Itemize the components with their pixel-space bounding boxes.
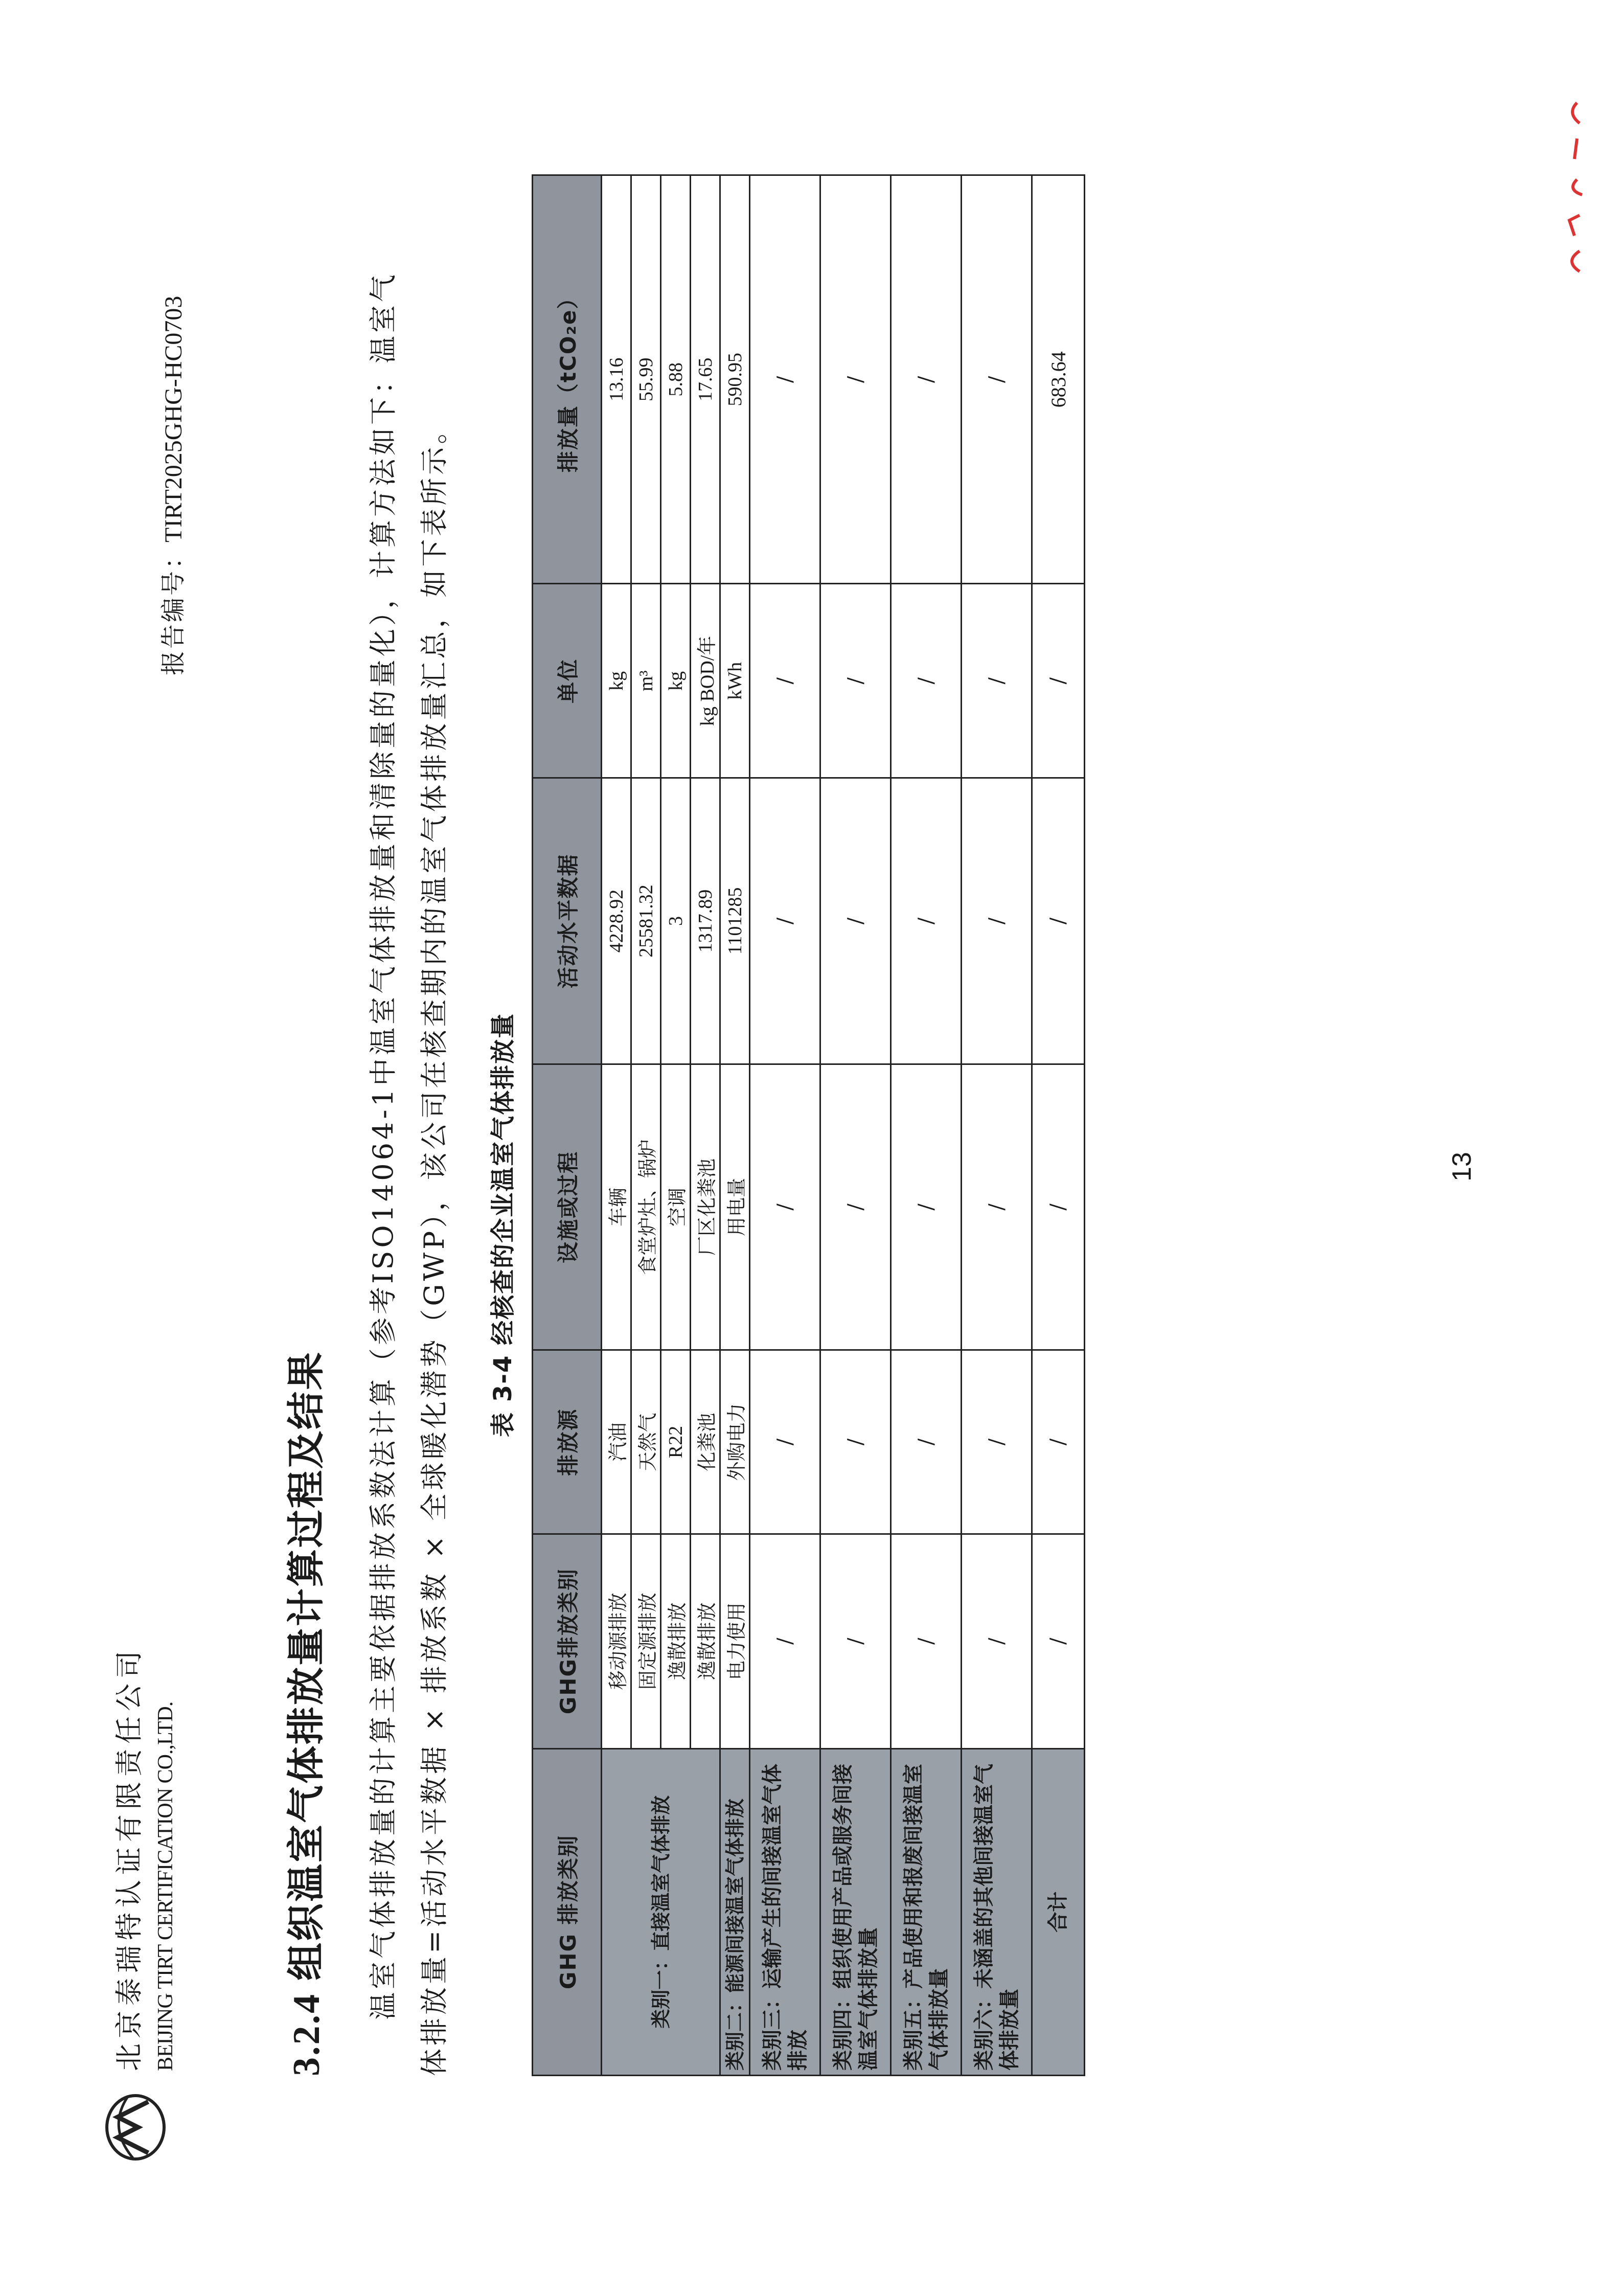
report-number-label: 报告编号： (159, 542, 188, 675)
cell-slash: / (962, 1534, 1032, 1748)
cell-slash: / (962, 778, 1032, 1064)
table-row (602, 175, 631, 2076)
category-6-label: 类别六：未涵盖的其他间接温室气体排放量 (962, 1748, 1032, 2075)
paragraph-line-1: 温室气体排放量的计算主要依据排放系数法计算（参考ISO14064-1中温室气体排放量和清除量的量化），计算方法如下：温室气 (367, 271, 399, 2020)
header-facility: 设施或过程 (533, 1064, 602, 1350)
cell-activity: 1317.89 (691, 778, 720, 1064)
table-row (720, 175, 750, 2076)
cell-slash: / (820, 1064, 891, 1350)
cell-slash: / (962, 584, 1032, 778)
cell-emissions: 55.99 (631, 175, 661, 584)
company-logo-icon (97, 2086, 174, 2168)
company-name-en: BEIJING TIRT CERTIFICATION CO.,LTD. (154, 1701, 177, 2071)
cell-facility: 车辆 (602, 1064, 631, 1350)
ghg-emissions-table (532, 174, 1085, 2076)
cell-slash: / (1032, 1064, 1085, 1350)
category-3-label: 类别三：运输产生的间接温室气体排放 (750, 1748, 820, 2075)
cell-unit: m³ (631, 584, 661, 778)
cell-slash: / (750, 175, 820, 584)
section-title (276, 1351, 330, 2076)
cell-source: 化粪池 (691, 1350, 720, 1534)
cell-slash: / (891, 778, 962, 1064)
table-row (891, 175, 962, 2076)
cell-slash: / (891, 1064, 962, 1350)
cell-slash: / (891, 1350, 962, 1534)
category-5-label: 类别五：产品使用和报废间接温室气体排放量 (891, 1748, 962, 2075)
header-unit: 单位 (533, 584, 602, 778)
table-header-row (533, 175, 602, 2076)
category-1-label: 类别一：直接温室气体排放 (602, 1748, 720, 2075)
cell-subcategory: 逸散排放 (661, 1534, 691, 1748)
red-stamp-fragment-icon (1559, 72, 1590, 277)
table-row (750, 175, 820, 2076)
cell-slash: / (820, 175, 891, 584)
cell-source: 外购电力 (720, 1350, 750, 1534)
cell-slash: / (820, 584, 891, 778)
cell-activity: 1101285 (720, 778, 750, 1064)
cell-source: 天然气 (631, 1350, 661, 1534)
cell-unit: kg (602, 584, 631, 778)
cell-unit: kg (661, 584, 691, 778)
header-ghg-category: GHG 排放类别 (533, 1748, 602, 2075)
cell-slash: / (820, 1534, 891, 1748)
cell-slash: / (1032, 584, 1085, 778)
table-total-row (1032, 175, 1085, 2076)
header-source: 排放源 (533, 1350, 602, 1534)
cell-slash: / (750, 584, 820, 778)
cell-activity: 3 (661, 778, 691, 1064)
table-row (962, 175, 1032, 2076)
header-emissions: 排放量（tCO₂e） (533, 175, 602, 584)
cell-slash: / (1032, 778, 1085, 1064)
cell-source: 汽油 (602, 1350, 631, 1534)
cell-facility: 厂区化粪池 (691, 1064, 720, 1350)
cell-subcategory: 电力使用 (720, 1534, 750, 1748)
total-label: 合计 (1032, 1748, 1085, 2075)
cell-emissions: 17.65 (691, 175, 720, 584)
cell-slash: / (962, 1064, 1032, 1350)
cell-activity: 4228.92 (602, 778, 631, 1064)
cell-facility: 用电量 (720, 1064, 750, 1350)
cell-slash: / (820, 778, 891, 1064)
cell-slash: / (891, 175, 962, 584)
table-caption: 表 3-4 经核查的企业温室气体排放量 (489, 1012, 517, 1437)
table-row (820, 175, 891, 2076)
cell-unit: kg BOD/年 (691, 584, 720, 778)
paragraph-line-2: 体排放量=活动水平数据 × 排放系数 × 全球暖化潜势（GWP），该公司在核查期内的温室气体排放量汇总，如下表所示。 (418, 413, 450, 2076)
cell-emissions: 590.95 (720, 175, 750, 584)
intro-paragraph (358, 215, 460, 2076)
category-4-label: 类别四：组织使用产品或服务间接温室气体排放量 (820, 1748, 891, 2075)
cell-unit: kWh (720, 584, 750, 778)
cell-facility: 食堂炉灶、锅炉 (631, 1064, 661, 1350)
page-number: 13 (1447, 1152, 1477, 1181)
header-ghg-subcategory: GHG排放类别 (533, 1534, 602, 1748)
cell-source: R22 (661, 1350, 691, 1534)
cell-slash: / (750, 778, 820, 1064)
report-number (153, 296, 189, 675)
cell-facility: 空调 (661, 1064, 691, 1350)
header-activity-data: 活动水平数据 (533, 778, 602, 1064)
report-number-value: TIRT2025GHG-HC0703 (160, 295, 187, 542)
cell-slash: / (750, 1064, 820, 1350)
cell-subcategory: 固定源排放 (631, 1534, 661, 1748)
cell-emissions: 5.88 (661, 175, 691, 584)
cell-slash: / (891, 584, 962, 778)
section-title-text: 组织温室气体排放量计算过程及结果 (284, 1351, 328, 1981)
cell-slash: / (750, 1534, 820, 1748)
section-number: 3.2.4 (286, 1993, 328, 2076)
cell-activity: 25581.32 (631, 778, 661, 1064)
cell-slash: / (750, 1350, 820, 1534)
cell-slash: / (962, 1350, 1032, 1534)
cell-emissions: 13.16 (602, 175, 631, 584)
cell-slash: / (820, 1350, 891, 1534)
cell-slash: / (891, 1534, 962, 1748)
cell-subcategory: 逸散排放 (691, 1534, 720, 1748)
cell-slash: / (1032, 1534, 1085, 1748)
category-2-label: 类别二：能源间接温室气体排放 (720, 1748, 750, 2075)
cell-slash: / (962, 175, 1032, 584)
total-emissions: 683.64 (1032, 175, 1085, 584)
cell-subcategory: 移动源排放 (602, 1534, 631, 1748)
cell-slash: / (1032, 1350, 1085, 1534)
company-name-cn: 北京泰瑞特认证有限责任公司 (113, 1646, 145, 2071)
